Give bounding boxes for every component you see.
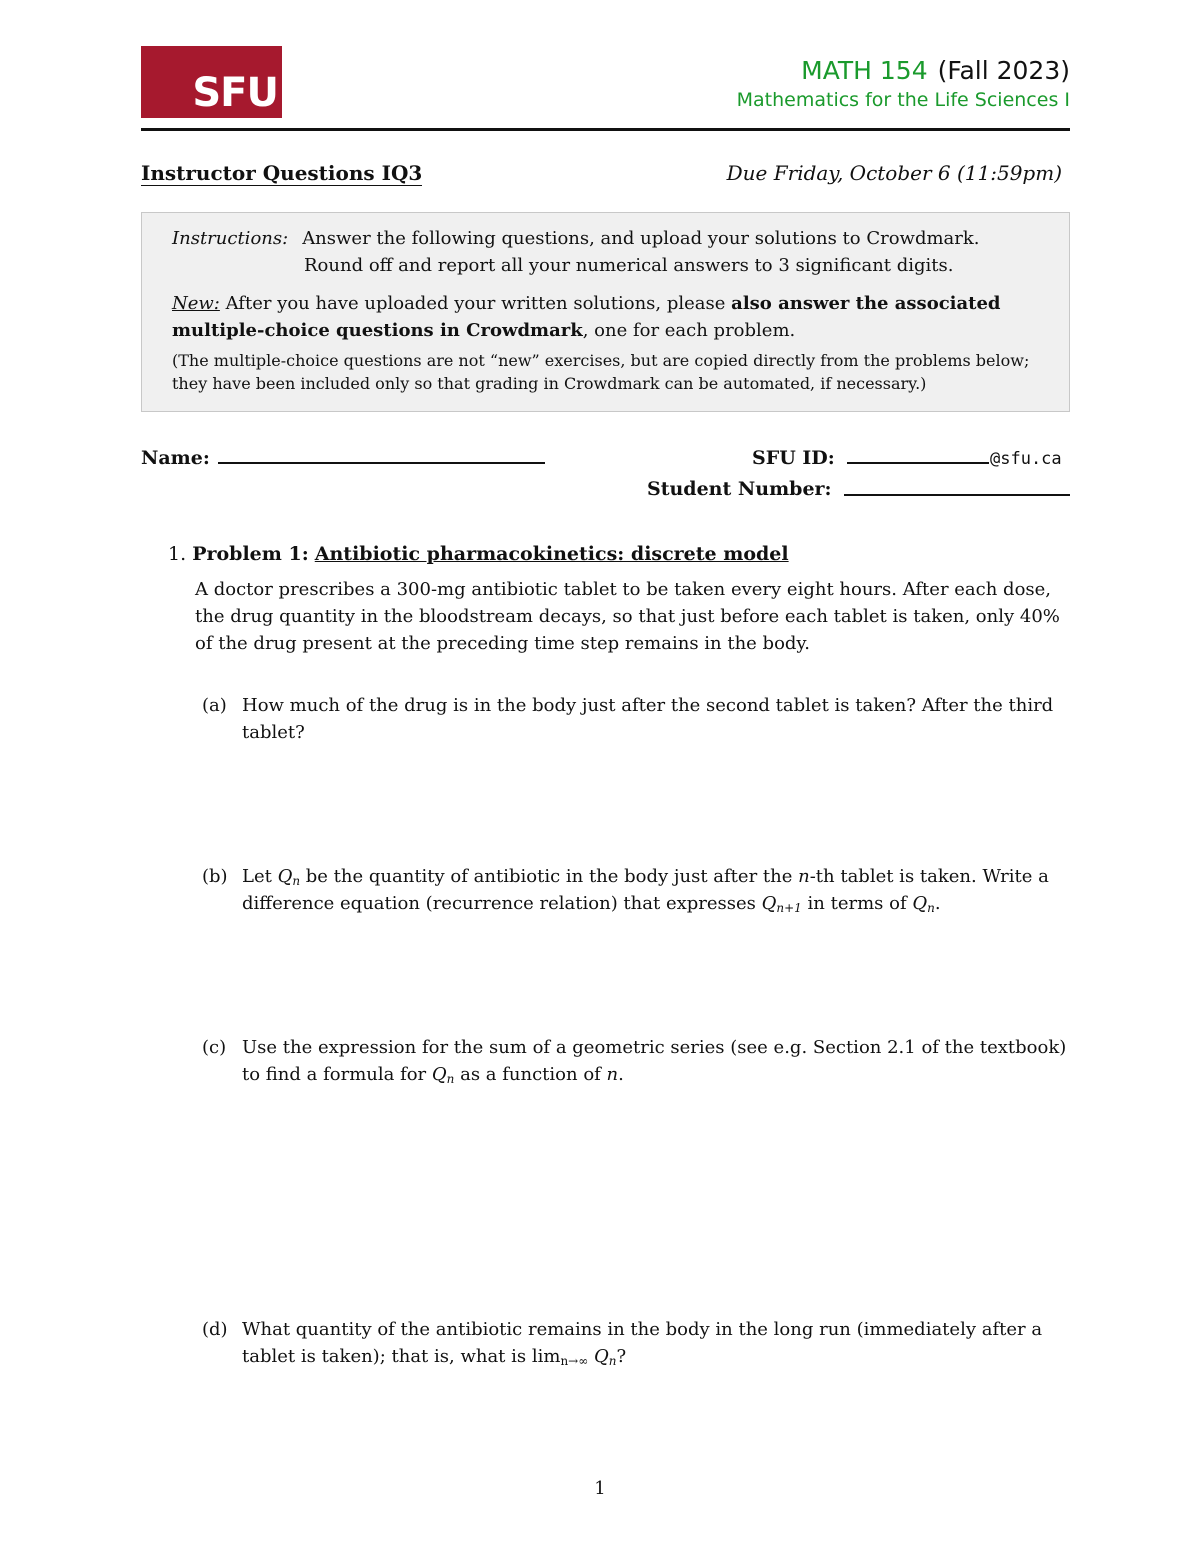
part-b-text: Let $Q_n$ be the quantity of antibiotic in the body just after the n-th tablet is taken. Write a difference equation (recurrence relation) that expresses $Q_{n+1}$ in terms of $Q_n$. [242,866,1049,915]
problem-1-body: A doctor prescribes a 300-mg antibiotic tablet to be taken every eight hours. After each dose, the drug quantity in the bloodstream decays, so that just before each tablet is taken, only 40% of the drug present at the preceding time step remains in the body. [195,579,1060,654]
instructions-box [141,212,1070,412]
problem-number: 1. [168,543,187,565]
instructions-label: Instructions: [172,228,289,249]
course-header [737,56,1070,111]
sfu-id-blank[interactable] [847,462,989,464]
new-label: New: [172,293,220,314]
problem-label: Problem 1: [192,543,309,565]
student-number-blank[interactable] [844,494,1070,496]
part-d-label: (d) [202,1319,228,1340]
instructions-new [172,290,1042,344]
instructions-line-1 [172,225,980,252]
new-text-a: After you have uploaded your written solutions, please [225,293,726,314]
part-d-text: What quantity of the antibiotic remains in the body in the long run (immediately after a tablet is taken); that is, what is $\lim_{n\to\infty} Q_n$? [242,1319,1043,1368]
instructions-text-1: Answer the following questions, and upload your solutions to Crowdmark. [302,228,980,249]
part-b-label: (b) [202,866,228,887]
student-number-label: Student Number: [647,478,832,500]
problem-1-heading [168,541,789,567]
page-number: 1 [594,1478,606,1499]
name-label: Name: [141,447,210,469]
part-a-text: How much of the drug is in the body just after the second tablet is taken? After the third tablet? [242,695,1054,743]
course-code: MATH 154 [801,56,928,85]
name-blank[interactable] [218,462,545,464]
course-term: (Fall 2023) [937,56,1070,85]
course-name: Mathematics for the Life Sciences I [736,89,1070,111]
part-a-label: (a) [202,695,227,716]
header-rule [141,128,1070,131]
new-text-bold: also answer the associated multiple-choice questions in Crowdmark [172,293,1001,341]
problem-title: Antibiotic pharmacokinetics: discrete model [314,543,789,565]
assignment-title: Instructor Questions IQ3 [141,161,423,185]
sfu-id-label: SFU ID: [752,447,835,469]
part-c-label: (c) [202,1037,227,1058]
new-text-b: , one for each problem. [582,320,796,341]
logo-text: SFU [192,70,278,116]
sfu-email-suffix: @sfu.ca [990,449,1062,469]
due-date: Due Friday, October 6 (11:59pm) [726,161,1062,185]
part-c-text: Use the expression for the sum of a geometric series (see e.g. Section 2.1 of the textbook) to find a formula for $Q_n$ as a function of n. [242,1037,1067,1086]
instructions-line-2: Round off and report all your numerical answers to 3 significant digits. [304,255,954,276]
instructions-note: (The multiple-choice questions are not “new” exercises, but are copied directly from the problems below; they have been included only so that grading in Crowdmark can be automated, if necessary.) [172,351,1030,393]
sfu-logo [141,46,282,118]
